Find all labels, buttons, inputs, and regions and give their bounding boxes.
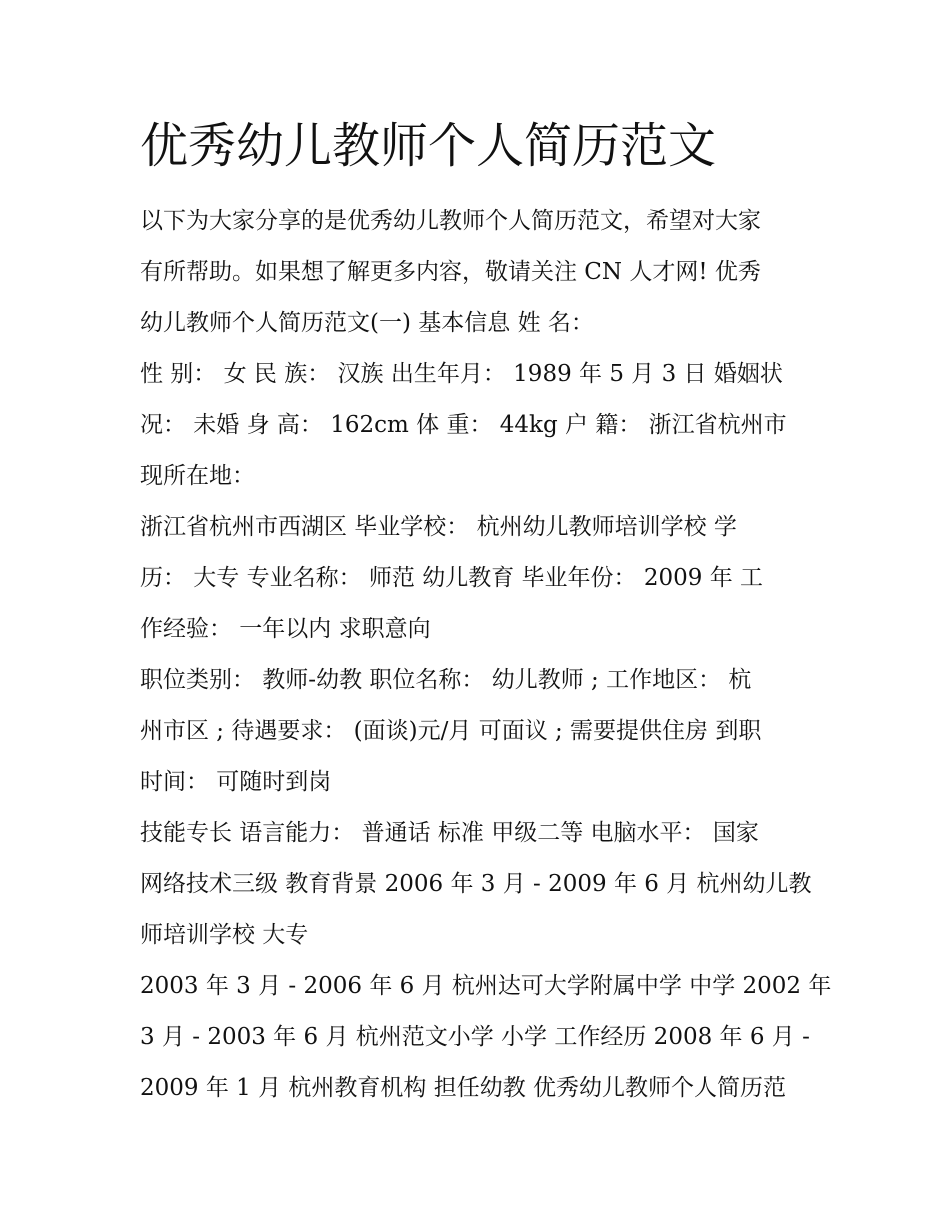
body-line: 师培训学校 大专 <box>140 922 309 948</box>
body-line: 2009 年 1 月 杭州教育机构 担任幼教 优秀幼儿教师个人简历范 <box>140 1075 787 1101</box>
body-line: 网络技术三级 教育背景 2006 年 3 月 - 2009 年 6 月 杭州幼儿教 <box>140 871 812 897</box>
document-title: 优秀幼儿教师个人简历范文 <box>140 118 717 174</box>
body-line: 时间： 可随时到岗 <box>140 769 332 795</box>
body-line: 州市区 ; 待遇要求： (面谈)元/月 可面议 ; 需要提供住房 到职 <box>140 718 762 744</box>
body-line: 性 别： 女 民 族： 汉族 出生年月： 1989 年 5 月 3 日 婚姻状 <box>140 361 783 387</box>
body-line: 职位类别： 教师-幼教 职位名称： 幼儿教师 ; 工作地区： 杭 <box>140 667 752 693</box>
body-line: 以下为大家分享的是优秀幼儿教师个人简历范文，希望对大家 <box>140 208 761 234</box>
body-line: 有所帮助。如果想了解更多内容，敬请关注 CN 人才网! 优秀 <box>140 259 761 285</box>
body-line: 幼儿教师个人简历范文(一) 基本信息 姓 名： <box>140 310 594 336</box>
document-body <box>140 196 832 1114</box>
body-line: 2003 年 3 月 - 2006 年 6 月 杭州达可大学附属中学 中学 2002 年 <box>140 973 832 999</box>
body-line: 技能专长 语言能力： 普通话 标准 甲级二等 电脑水平： 国家 <box>140 820 759 846</box>
body-line: 况： 未婚 身 高： 162cm 体 重： 44kg 户 籍： 浙江省杭州市 <box>140 412 787 438</box>
body-line: 现所在地： <box>140 463 255 489</box>
body-line: 浙江省杭州市西湖区 毕业学校： 杭州幼儿教师培训学校 学 <box>140 514 737 540</box>
body-line: 3 月 - 2003 年 6 月 杭州范文小学 小学 工作经历 2008 年 6 月 - <box>140 1024 810 1050</box>
body-line: 作经验： 一年以内 求职意向 <box>140 616 431 642</box>
body-line: 历： 大专 专业名称： 师范 幼儿教育 毕业年份： 2009 年 工 <box>140 565 764 591</box>
